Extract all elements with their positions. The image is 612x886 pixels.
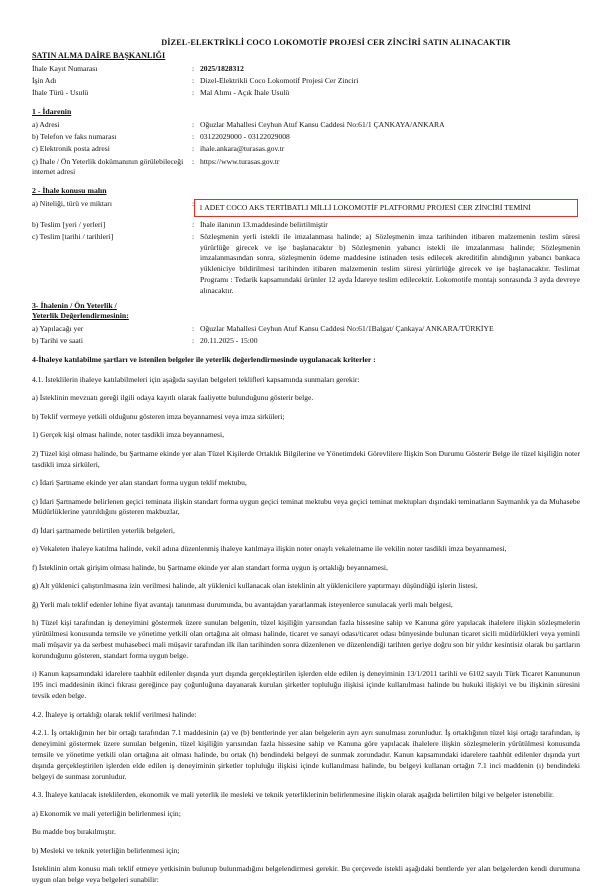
field-label: İhale Kayıt Numarası bbox=[32, 63, 98, 73]
paragraph-4-2-1: 4.2.1. İş ortaklığının her bir ortağı tarafından 7.1 maddesinin (a) ve (b) bentlerinde yer alan belgelerin ayrı ayrı sunulması zorunludur. İş ortaklığının tüzel kişi ortağı tarafından, iş deneyimini göstermek üzere sunulan belgenin, tüzel kişiliğin yarısından fazla hissesine sahip ve Kanuna göre yapılacak ihalelere ilişkin sözleşmelerin yürütülmesi konusunda temsile ve yönetime yetkili olan ortağına ait olması halinde, bu ortak (h) bendindeki belgeyi de sunmak zorundadır. Kanun kapsamındaki idarelere taahhüt edilenler dışında yurt dışında gerçekleştirilen işlerden elde edilen iş deneyiminin şirketler topluluğu ilişkisi içinde kullanılması halinde, bu belgeyi kullanan ortağın 7.1 inci maddenin (ı) bendindeki belgeyi de sunması zorunludur. bbox=[32, 728, 580, 781]
page-title: DİZEL-ELEKTRİKLİ COCO LOKOMOTİF PROJESİ CER ZİNCİRİ SATIN ALINACAKTIR bbox=[161, 38, 511, 47]
field-separator: : bbox=[192, 198, 195, 208]
field-separator: : bbox=[192, 144, 195, 154]
paragraph-c: c) İdari Şartname ekinde yer alan standart forma uygun teklif mektubu, bbox=[32, 478, 247, 488]
paragraph-4-1: 4.1. İsteklilerin ihaleye katılabilmeleri için aşağıda sayılan belgeleri teklifleri kapsamında sunmaları gerekir: bbox=[32, 374, 360, 384]
field-value: Sözleşmenin yerli istekli ile imzalanması halinde; a) Sözleşmenin imza tarihinden itibaren malzemenin teslim süresi yürürlüğe girecek ve işe başlanacaktır b) Sözleşmenin yabancı istekli ile imzalanması halinde; Sözleşmenin imzalanmasından sonra, sözleşmenin ödeme maddesine istinaden tesis edilecek akreditifin alındığının yabancı bankaca yükleniciye bildirilmesi tarihinden itibaren malzemenin teslim süresi yürürlüğe girecek ve işe başlanacaktır. Teslimat Programı : Tedarik kapsamındaki ürünler 12 ayda İdareye teslim edilecektir. Lokomotife montajı sonrasında 3 ayda devreye alınacaktır. bbox=[200, 231, 580, 295]
section-3-heading bbox=[32, 301, 580, 322]
field-label: c) Elektronik posta adresi bbox=[32, 144, 110, 154]
paragraph-4-2: 4.2. İhaleye iş ortaklığı olarak teklif verilmesi halinde: bbox=[32, 709, 197, 719]
field-separator: : bbox=[192, 88, 195, 98]
field-label: b) Telefon ve faks numarası bbox=[32, 131, 117, 141]
section-3-heading-line1: 3- İhalenin / Ön Yeterlik / bbox=[32, 300, 117, 310]
paragraph-b: b) Teklif vermeye yetkili olduğunu gösteren imza beyannamesi veya imza sirküleri; bbox=[32, 411, 285, 421]
highlight-box bbox=[194, 199, 578, 218]
paragraph-a: a) İsteklinin mevzuatı gereği ilgili odaya kayıtlı olarak faaliyette bulunduğunu gösterir belge. bbox=[32, 393, 314, 403]
field-value: 03122029000 - 03122029008 bbox=[200, 131, 290, 141]
field-separator: : bbox=[192, 219, 195, 229]
field-separator: : bbox=[192, 156, 195, 166]
department-heading: SATIN ALMA DAİRE BAŞKANLIĞI bbox=[32, 50, 166, 60]
field-separator: : bbox=[192, 63, 195, 73]
field-value: https://www.turasas.gov.tr bbox=[200, 156, 280, 166]
paragraph-b-2: 2) Tüzel kişi olması halinde, bu Şartname ekinde yer alan Tüzel Kişilerde Ortaklık Bilgilerine ve Yönetimdeki Görevlilere İlişkin Son Durumu Gösterir Belge ile tüzel kişiliğin noter tasdikli imza sirküleri, bbox=[32, 448, 580, 469]
field-value: Dizel-Elektrikli Coco Lokomotif Projesi Cer Zinciri bbox=[200, 76, 359, 86]
field-ihale-kayit-numarasi bbox=[32, 64, 580, 75]
paragraph-g: g) Alt yüklenici çalıştırılmasına izin verilmesi halinde, alt yüklenici kullanacak olan isteklinin alt yüklenicilere yaptırmayı düşündüğü işlerin listesi, bbox=[32, 581, 478, 591]
paragraph-4-3-a-note: Bu madde boş bırakılmıştır. bbox=[32, 827, 116, 837]
paragraph-e: e) Vekaleten ihaleye katılma halinde, vekil adına düzenlenmiş ihaleye katılmaya ilişkin noter onaylı vekaletname ile vekilin noter tasdikli imza beyannamesi, bbox=[32, 544, 507, 554]
paragraph-h: h) Tüzel kişi tarafından iş deneyimini göstermek üzere sunulan belgenin, tüzel kişiliğin yarısından fazla hissesine sahip ve Kanuna göre yapılacak ihalelere ilişkin sözleşmelerin yürütülmesi konusunda temsile ve yönetime yetkili olan ortağına ait olması halinde, ticaret ve sanayi odası/ticaret odası bünyesinde bulunan ticaret sicili müdürlükleri veya yeminli mali müşavir ya da serbest muhasebeci mali müşavir tarafından ilk ilan tarihinden sonra düzenlenen ve düzenlendiği tarihten geriye doğru son bir yıldır kesintisiz olarak bu şartların korunduğunu gösteren, standart forma uygun belge. bbox=[32, 618, 580, 660]
paragraph-d: d) İdari şartnamede belirtilen yeterlik belgeleri, bbox=[32, 525, 175, 535]
section-4-heading: 4-İhaleye katılabilme şartları ve istenilen belgeler ile yeterlik değerlendirmesinde uygulanacak kriterler : bbox=[32, 355, 376, 365]
section-2-heading: 2 - İhale konusu malın bbox=[32, 185, 107, 195]
field-separator: : bbox=[192, 76, 195, 86]
field-teslim-tarihi bbox=[32, 232, 580, 297]
field-telefon-faks bbox=[32, 132, 580, 143]
field-label: c) Teslim [tarihi / tarihleri] bbox=[32, 231, 114, 241]
field-eposta bbox=[32, 144, 580, 155]
field-value-container bbox=[200, 199, 580, 219]
field-yapilacagi-yer bbox=[32, 324, 580, 335]
field-value: 1 ADET COCO AKS TERTİBATLI MİLLİ LOKOMOTİF PLATFORMU PROJESİ CER ZİNCİRİ TEMİNİ bbox=[199, 203, 531, 213]
field-separator: : bbox=[192, 324, 195, 334]
section-3-heading-line2: Yeterlik Değerlendirmesinin: bbox=[32, 311, 129, 321]
field-value: ihale.ankara@turasas.gov.tr bbox=[200, 144, 285, 154]
field-label: b) Tarihi ve saati bbox=[32, 336, 83, 346]
field-value: 20.11.2025 - 15:00 bbox=[200, 336, 258, 346]
field-value: Mal Alımı - Açık İhale Usulü bbox=[200, 88, 290, 98]
field-value: 2025/1828312 bbox=[200, 63, 244, 73]
field-label: İşin Adı bbox=[32, 76, 57, 86]
paragraph-c-cedilla: ç) İdari Şartnamede belirlenen geçici teminata ilişkin standart forma uygun geçici teminat mektubu veya geçici teminat mektupları dışındaki teminatların Saymanlık ya da Muhasebe Müdürlüklerine yatırıldığını gösteren makbuzlar, bbox=[32, 496, 580, 517]
field-separator: : bbox=[192, 119, 195, 129]
field-niteligi-turu-miktari bbox=[32, 199, 580, 219]
field-isin-adi bbox=[32, 76, 580, 87]
field-adresi bbox=[32, 120, 580, 131]
field-value: İhale ilanının 13.maddesinde belirtilmiştir bbox=[200, 219, 328, 229]
field-value: Oğuzlar Mahallesi Ceyhun Atuf Kansu Caddesi No:61/1 ÇANKAYA/ANKARA bbox=[200, 119, 445, 129]
paragraph-4-3-a: a) Ekonomik ve mali yeterliğin belirlenmesi için; bbox=[32, 808, 181, 818]
paragraph-i-dotless: ı) Kanun kapsamındaki idarelere taahhüt edilenler dışında yurt dışında gerçekleştirilen işlerden elde edilen iş deneyiminin 13/1/2011 tarihli ve 6102 sayılı Türk Ticaret Kanununun 195 inci maddesinin ikinci fıkrası gereğince pay çoğunluğuna dayanarak kurulan şirketler topluluğu ilişkisi içinde kullanılması halinde bu hukuki ilişkiyi ve bu ilişkinin süresini tevsik eden belge. bbox=[32, 669, 580, 701]
paragraph-g-breve: ğ) Yerli malı teklif edenler lehine fiyat avantajı tanınması durumunda, bu avantajdan yararlanmak isteyenlerce sunulacak yerli malı belgesi, bbox=[32, 599, 453, 609]
field-label: ç) İhale / Ön Yeterlik dokümanının görülebileceği internet adresi bbox=[32, 156, 184, 177]
section-1-heading: 1 - İdarenin bbox=[32, 106, 72, 116]
field-label: a) Niteliği, türü ve miktarı bbox=[32, 198, 112, 208]
paragraph-f: f) İsteklinin ortak girişim olması halinde, bu Şartname ekinde yer alan standart forma uygun iş ortaklığı beyannamesi, bbox=[32, 562, 388, 572]
paragraph-4-3-b: b) Mesleki ve teknik yeterliğin belirlenmesi için; bbox=[32, 845, 180, 855]
field-value: Oğuzlar Mahallesi Ceyhun Atuf Kansu Caddesi No:61/1Balgat/ Çankaya/ ANKARA/TÜRKİYE bbox=[200, 324, 494, 334]
field-label: a) Yapılacağı yer bbox=[32, 324, 84, 334]
field-label: b) Teslim [yeri / yerleri] bbox=[32, 219, 106, 229]
paragraph-4-3-b-note: İsteklinin alım konusu malı teklif etmeye yetkisinin bulunup bulunmadığını belgelendirmesi gerekir. Bu çerçevede istekli aşağıdaki bentlerde yer alan belgelerden kendi durumuna uygun olan belge veya belgeleri sunabilir: bbox=[32, 864, 580, 884]
paragraph-b-1: 1) Gerçek kişi olması halinde, noter tasdikli imza beyannamesi, bbox=[32, 430, 224, 440]
field-label: İhale Türü - Usulü bbox=[32, 88, 89, 98]
field-tarihi-saati bbox=[32, 336, 580, 347]
field-dokuman-internet-adresi bbox=[32, 157, 580, 179]
field-separator: : bbox=[192, 231, 195, 241]
field-label: a) Adresi bbox=[32, 119, 60, 129]
field-separator: : bbox=[192, 131, 195, 141]
field-ihale-turu-usulu bbox=[32, 88, 580, 99]
paragraph-4-3: 4.3. İhaleye katılacak isteklilerden, ekonomik ve mali yeterlik ile mesleki ve teknik yeterliklerinin belirlenmesine ilişkin olarak aşağıda belirtilen bilgi ve belgeler istenebilir. bbox=[32, 790, 555, 800]
field-separator: : bbox=[192, 336, 195, 346]
field-teslim-yeri bbox=[32, 220, 580, 231]
